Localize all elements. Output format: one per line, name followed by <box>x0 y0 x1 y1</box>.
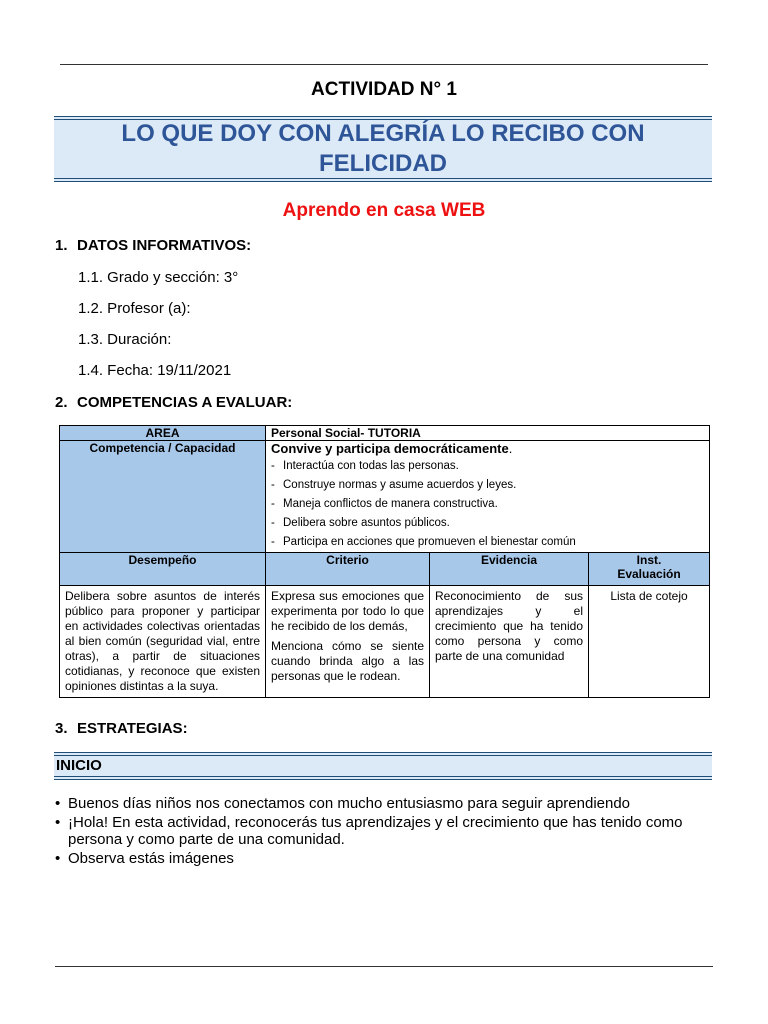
section-1-title: DATOS INFORMATIVOS: <box>77 237 252 254</box>
capacidad-item: - Participa en acciones que promueven el bienestar común <box>271 533 704 552</box>
area-value: Personal Social- TUTORIA <box>266 426 710 441</box>
competencia-value: Convive y participa democráticamente <box>271 441 509 456</box>
competencies-table <box>59 425 710 698</box>
capacidad-item: - Maneja conflictos de manera constructiva. <box>271 495 704 514</box>
col-header-evidencia: Evidencia <box>430 553 589 586</box>
col-header-instrumento <box>589 553 710 586</box>
activity-title: ACTIVIDAD N° 1 <box>311 79 457 100</box>
section-2-heading <box>55 394 292 411</box>
competencia-cell <box>266 441 710 553</box>
subtitle: Aprendo en casa WEB <box>282 200 486 221</box>
bottom-divider <box>55 966 713 967</box>
banner-title: LO QUE DOY CON ALEGRÍA LO RECIBO CON FELICIDAD <box>121 120 645 177</box>
inicio-label: INICIO <box>56 757 102 774</box>
list-item: • Buenos días niños nos conectamos con mucho entusiasmo para seguir aprendiendo <box>55 795 715 812</box>
section-2-number: 2. <box>55 394 68 411</box>
section-1-number: 1. <box>55 237 68 254</box>
inst-line-2: Evaluación <box>617 567 681 581</box>
info-item-grade: 1.1. Grado y sección: 3° <box>78 269 239 286</box>
list-item: • ¡Hola! En esta actividad, reconocerás tus aprendizajes y el crecimiento que has tenido como persona y como parte de una comunidad. <box>55 814 715 848</box>
inst-line-1: Inst. <box>636 553 662 567</box>
instrumento-cell: Lista de cotejo <box>589 586 710 698</box>
section-3-title: ESTRATEGIAS: <box>77 720 188 737</box>
desempeno-cell: Delibera sobre asuntos de interés público para proponer y participar en actividades colectivas orientadas al bien común (seguridad vial, entre otras), a partir de situaciones cotidianas, y reconoce que existen opiniones distintas a la suya. <box>60 586 266 698</box>
capacidad-item: - Construye normas y asume acuerdos y leyes. <box>271 476 704 495</box>
section-2-title: COMPETENCIAS A EVALUAR: <box>77 394 293 411</box>
col-header-desempeno: Desempeño <box>60 553 266 586</box>
capacidad-item: - Interactúa con todas las personas. <box>271 457 704 476</box>
list-item: • Observa estás imágenes <box>55 850 715 867</box>
capacidad-item: - Delibera sobre asuntos públicos. <box>271 514 704 533</box>
area-row <box>60 426 710 441</box>
criterio-2: Menciona cómo se siente cuando brinda algo a las personas que le rodean. <box>271 639 424 683</box>
area-label: AREA <box>60 426 266 441</box>
section-1-heading <box>55 237 251 254</box>
col-header-criterio: Criterio <box>266 553 430 586</box>
info-item-duration: 1.3. Duración: <box>78 331 172 348</box>
top-divider <box>60 64 708 65</box>
section-3-heading <box>55 720 188 737</box>
inicio-bullet-list <box>55 795 715 869</box>
info-item-teacher: 1.2. Profesor (a): <box>78 300 191 317</box>
content-row <box>60 586 710 698</box>
capacidades-list <box>271 457 704 552</box>
title-banner <box>54 116 712 182</box>
competencia-row <box>60 441 710 553</box>
competencia-label: Competencia / Capacidad <box>60 441 266 553</box>
evidencia-cell: Reconocimiento de sus aprendizajes y el crecimiento que ha tenido como persona y como parte de una comunidad <box>430 586 589 698</box>
info-item-date: 1.4. Fecha: 19/11/2021 <box>78 362 232 379</box>
criterio-cell <box>266 586 430 698</box>
section-3-number: 3. <box>55 720 68 737</box>
competencia-suffix: . <box>508 441 513 456</box>
criterio-1: Expresa sus emociones que experimenta por todo lo que he recibido de los demás, <box>271 589 424 633</box>
inicio-banner <box>54 752 712 780</box>
column-header-row <box>60 553 710 586</box>
